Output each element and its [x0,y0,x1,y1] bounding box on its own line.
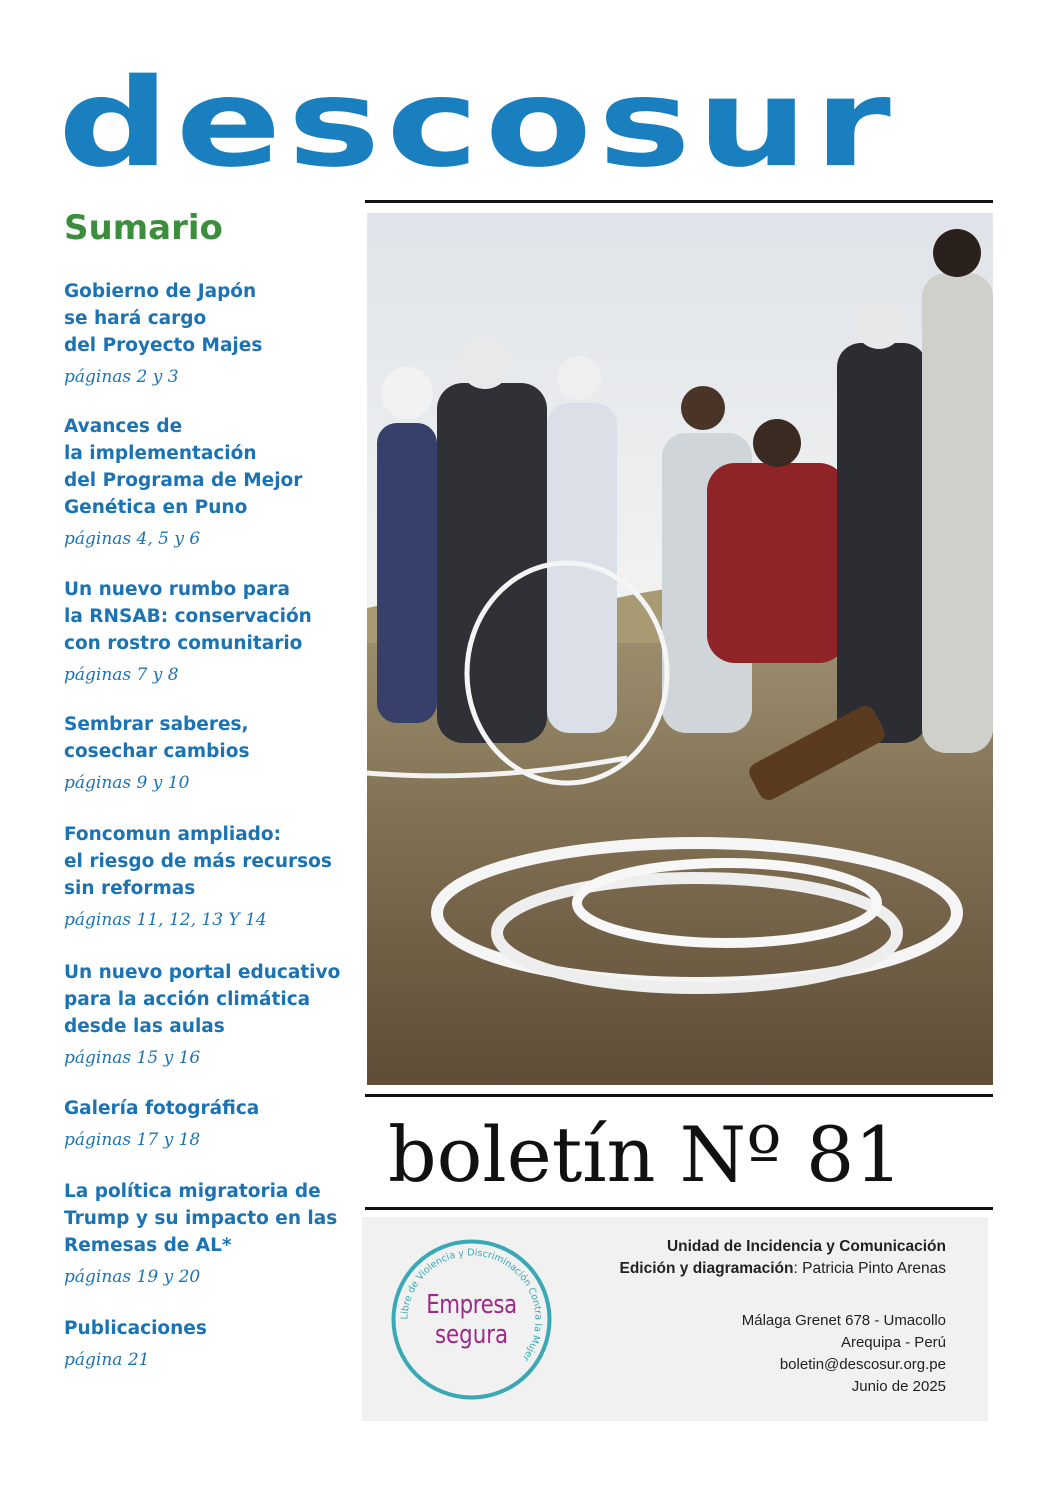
toc-item[interactable] [64,576,354,687]
toc-item[interactable] [64,711,354,795]
toc-item-title[interactable]: Publicaciones [64,1318,207,1339]
toc-item-pages: páginas 15 y 16 [64,1048,201,1068]
toc-item-pages: páginas 17 y 18 [64,1130,201,1150]
toc-item-pages: páginas 7 y 8 [64,665,179,685]
toc-item-pages: páginas 2 y 3 [64,367,179,387]
toc-item[interactable] [64,1178,354,1289]
seal-line-2: segura [434,1320,509,1350]
cover-photo [367,213,993,1085]
toc-item-title[interactable]: La política migratoria de Trump y su impacto en las Remesas de AL* [64,1181,338,1256]
toc-item-title[interactable]: Un nuevo portal educativo para la acción climática desde las aulas [64,962,341,1037]
sumario-heading: Sumario [64,208,223,248]
address-email[interactable]: boletin@descosur.org.pe [779,1356,946,1373]
empresa-segura-seal [384,1232,559,1407]
credits-unit: Unidad de Incidencia y Comunicación [666,1238,946,1255]
middle-divider [365,1094,993,1097]
toc-item[interactable] [64,413,354,551]
toc-item[interactable] [64,278,354,389]
toc-item-title[interactable]: Gobierno de Japón se hará cargo del Proyecto Majes [64,281,263,356]
address-city: Arequipa - Perú [840,1334,946,1351]
issue-number: boletín Nº 81 [388,1110,903,1199]
seal-ring-text: Libre de Violencia y Discriminación Contra la Mujer [399,1247,544,1364]
toc-item-title[interactable]: Galería fotográfica [64,1098,260,1119]
toc-item-title[interactable]: Un nuevo rumbo para la RNSAB: conservación con rostro comunitario [64,579,312,654]
toc-item-title[interactable]: Sembrar saberes, cosechar cambios [64,714,250,762]
toc-item-pages: página 21 [64,1350,150,1370]
toc-item-pages: páginas 4, 5 y 6 [64,529,201,549]
toc-item-title[interactable]: Foncomun ampliado: el riesgo de más recursos sin reformas [64,824,332,899]
toc-item[interactable] [64,1315,354,1372]
toc-item[interactable] [64,1095,354,1152]
info-panel [362,1217,988,1421]
toc-item-title[interactable]: Avances de la implementación del Programa de Mejor Genética en Puno [64,416,303,518]
toc-item-pages: páginas 9 y 10 [64,773,190,793]
toc-item[interactable] [64,821,354,932]
top-divider [365,200,993,203]
masthead-logo: descosur [58,52,897,194]
toc-item-pages: páginas 11, 12, 13 Y 14 [64,910,267,930]
address-street: Málaga Grenet 678 - Umacollo [741,1312,946,1329]
seal-line-1: Empresa [426,1290,517,1320]
toc-item-pages: páginas 19 y 20 [64,1267,201,1287]
address-block [646,1310,946,1398]
credits [546,1236,946,1280]
bottom-divider [365,1207,993,1210]
address-date: Junio de 2025 [851,1378,946,1395]
toc-item[interactable] [64,959,354,1070]
credits-edition: Edición y diagramación: Patricia Pinto Arenas [619,1260,946,1277]
